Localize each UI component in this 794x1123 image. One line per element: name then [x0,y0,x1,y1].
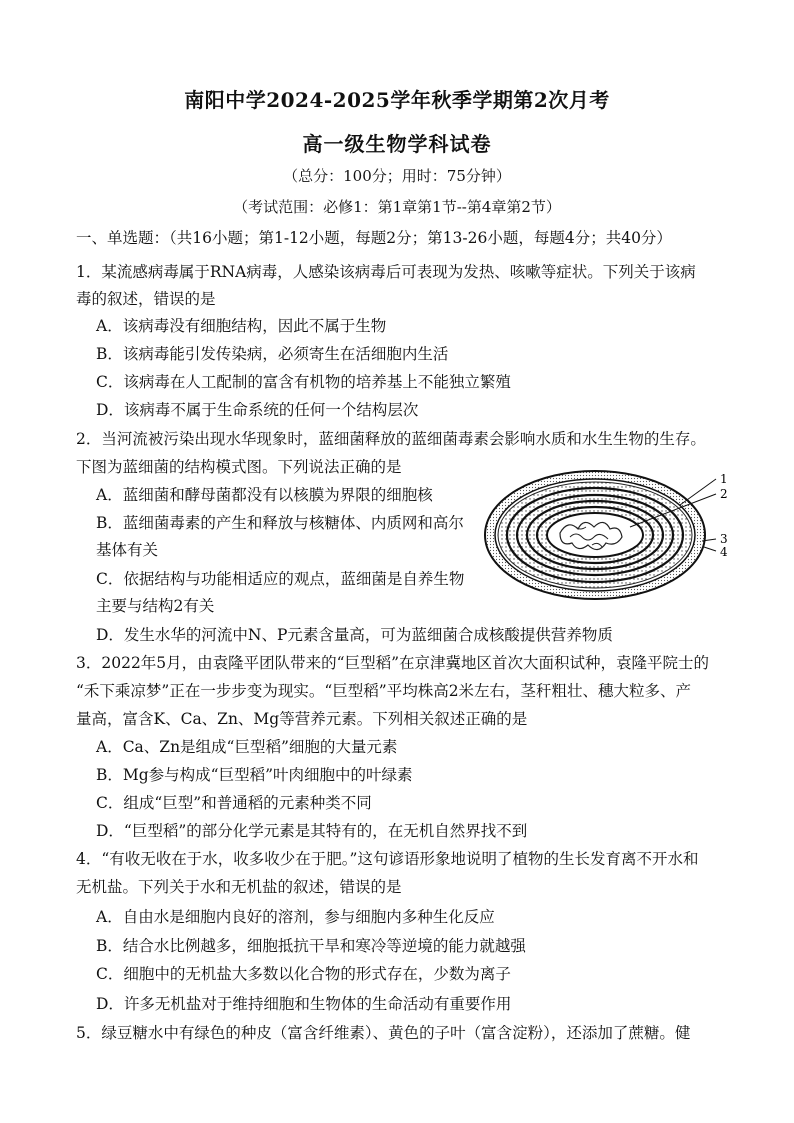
q2-stem: 2．当河流被污染出现水华现象时，蓝细菌释放的蓝细菌毒素会影响水质和水生生物的生存。 [76,430,706,448]
q4-option-d: D．许多无机盐对于维持细胞和生物体的生命活动有重要作用 [96,995,512,1013]
section-heading: 一、单选题：（共16小题；第1-12小题，每题2分；第13-26小题，每题4分；共40分） [76,229,672,247]
q1-stem: 1．某流感病毒属于RNA病毒，人感染该病毒后可表现为发热、咳嗽等症状。下列关于该病 [76,263,696,281]
q3-stem: 3．2022年5月，由袁隆平团队带来的“巨型稻”在京津冀地区首次大面积试种，袁隆平院士的 [76,654,710,672]
q2-option-b-cont: 基体有关 [96,541,159,559]
q2-option-b: B．蓝细菌毒素的产生和释放与核糖体、内质网和高尔 [96,514,464,532]
q4-stem: 4．“有收无收在于水，收多收少在于肥。”这句谚语形象地说明了植物的生长发育离不开水和 [76,850,699,868]
q1-option-c: C．该病毒在人工配制的富含有机物的培养基上不能独立繁殖 [96,373,511,391]
q4-option-b: B．结合水比例越多，细胞抵抗干旱和寒冷等逆境的能力就越强 [96,937,526,955]
q4-option-c: C．细胞中的无机盐大多数以化合物的形式存在，少数为离子 [96,965,511,983]
q1-option-b: B．该病毒能引发传染病，必须寄生在活细胞内生活 [96,345,449,363]
cyanobacteria-diagram [480,465,740,605]
q3-option-a: A．Ca、Zn是组成“巨型稻”细胞的大量元素 [96,738,398,756]
exam-subtitle: 高一级生物学科试卷 [302,132,492,156]
diagram-label-2: 2 [720,487,728,501]
exam-scope: （考试范围：必修1：第1章第1节--第4章第2节） [233,198,561,216]
q2-option-d: D．发生水华的河流中N、P元素含量高，可为蓝细菌合成核酸提供营养物质 [96,626,613,644]
q3-option-b: B．Mg参与构成“巨型稻”叶肉细胞中的叶绿素 [96,766,413,784]
exam-title: 南阳中学2024-2025学年秋季学期第2次月考 [184,88,610,112]
score-info: （总分：100分；用时：75分钟） [283,167,511,185]
q2-option-c: C．依据结构与功能相适应的观点，蓝细菌是自养生物 [96,570,465,588]
q1-option-a: A．该病毒没有细胞结构，因此不属于生物 [96,317,387,335]
q1-stem-cont: 毒的叙述，错误的是 [76,290,216,308]
q2-option-c-cont: 主要与结构2有关 [96,597,215,615]
q4-option-a: A．自由水是细胞内良好的溶剂，参与细胞内多种生化反应 [96,908,495,926]
q5-stem: 5．绿豆糖水中有绿色的种皮（富含纤维素）、黄色的子叶（富含淀粉），还添加了蔗糖。健 [76,1024,691,1042]
q3-stem-cont2: 量高，富含K、Ca、Zn、Mg等营养元素。下列相关叙述正确的是 [76,710,528,728]
diagram-label-4: 4 [720,545,728,559]
q3-option-d: D．“巨型稻”的部分化学元素是其特有的，在无机自然界找不到 [96,822,528,840]
q3-stem-cont: “禾下乘凉梦”正在一步步变为现实。“巨型稻”平均株高2米左右，茎秆粗壮、穗大粒多、产 [76,682,692,700]
q3-option-c: C．组成“巨型”和普通稻的元素种类不同 [96,794,372,812]
q2-stem-cont: 下图为蓝细菌的结构模式图。下列说法正确的是 [76,458,402,476]
q1-option-d: D．该病毒不属于生命系统的任何一个结构层次 [96,401,419,419]
diagram-label-3: 3 [720,532,728,546]
q4-stem-cont: 无机盐。下列关于水和无机盐的叙述，错误的是 [76,878,402,896]
diagram-label-1: 1 [720,472,728,486]
q2-option-a: A．蓝细菌和酵母菌都没有以核膜为界限的细胞核 [96,486,433,504]
